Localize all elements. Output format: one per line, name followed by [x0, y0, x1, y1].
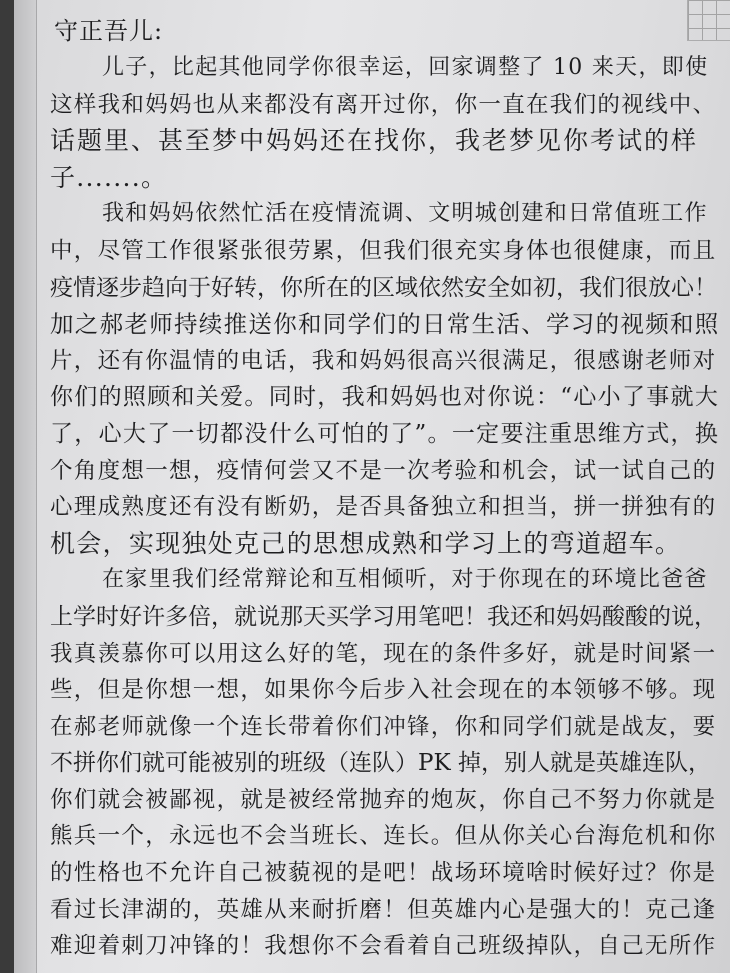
- letter-line: 个角度想一想，疫情何尝又不是一次考验和机会，试一试自己的: [50, 457, 717, 484]
- letter-line: 疫情逐步趋向于好转，你所在的区域依然安全如初，我们很放心！: [50, 274, 717, 301]
- letter-line: 在郝老师就像一个连长带着你们冲锋，你和同学们就是战友，要: [50, 713, 717, 740]
- letter-line: 你们的照顾和关爱。同时，我和妈妈也对你说：“心小了事就大: [50, 384, 720, 411]
- letter-line: 看过长津湖的，英雄从来耐折磨！但英雄内心是强大的！克己逢: [50, 896, 717, 923]
- letter-line: 的性格也不允许自己被藐视的是吧！战场环境啥时候好过？你是: [50, 860, 717, 887]
- letter-line: 片，还有你温情的电话，我和妈妈很高兴很满足，很感谢老师对: [50, 347, 717, 374]
- letter-line: 我真羡慕你可以用这么好的笔，现在的条件多好，就是时间紧一: [50, 640, 717, 667]
- letter-line: 熊兵一个，永远也不会当班长、连长。但从你关心台海危机和你: [50, 823, 717, 850]
- letter-line: 机会，实现独处克己的思想成熟和学习上的弯道超车。: [50, 528, 682, 558]
- letter-line: 中，尽管工作很紧张很劳累，但我们很充实身体也很健康，而且: [50, 237, 717, 264]
- letter-line: 难迎着刺刀冲锋的！我想你不会看着自己班级掉队，自己无所作: [50, 933, 717, 960]
- letter-line: 我和妈妈依然忙活在疫情流调、文明城创建和日常值班工作: [102, 201, 708, 227]
- adjacent-page-edge: [14, 0, 37, 973]
- letter-page: [14, 0, 730, 973]
- letter-line: 在家里我们经常辩论和互相倾听，对于你现在的环境比爸爸: [102, 567, 708, 593]
- letter-line: 了，心大了一切都没什么可怕的了”。一定要注重思维方式，换: [50, 420, 720, 447]
- letter-body: [50, 12, 720, 965]
- letter-line: 子.......。: [50, 162, 168, 192]
- letter-line: 儿子，比起其他同学你很幸运，回家调整了 10 来天，即使: [102, 55, 709, 80]
- letter-line: 上学时好许多倍，就说那天买学习用笔吧！我还和妈妈酸酸的说，: [50, 603, 717, 630]
- letter-line: 加之郝老师持续推送你和同学们的日常生活、学习的视频和照: [50, 310, 720, 339]
- letter-line: 你们就会被鄙视，就是被经常抛弃的炮灰，你自己不努力你就是: [50, 786, 717, 813]
- letter-line: 些，但是你想一想，如果你今后步入社会现在的本领够不够。现: [50, 677, 717, 704]
- letter-line: 这样我和妈妈也从来都没有离开过你，你一直在我们的视线中、: [50, 91, 717, 118]
- letter-line: 不拼你们就可能被别的班级（连队）PK 掉，别人就是英雄连队，: [50, 750, 711, 777]
- letter-greeting: 守正吾儿:: [54, 17, 164, 45]
- letter-line: 心理成熟度还有没有断奶，是否具备独立和担当，拼一拼独有的: [50, 494, 717, 521]
- letter-line: 话题里、甚至梦中妈妈还在找你，我老梦见你考试的样: [50, 126, 699, 156]
